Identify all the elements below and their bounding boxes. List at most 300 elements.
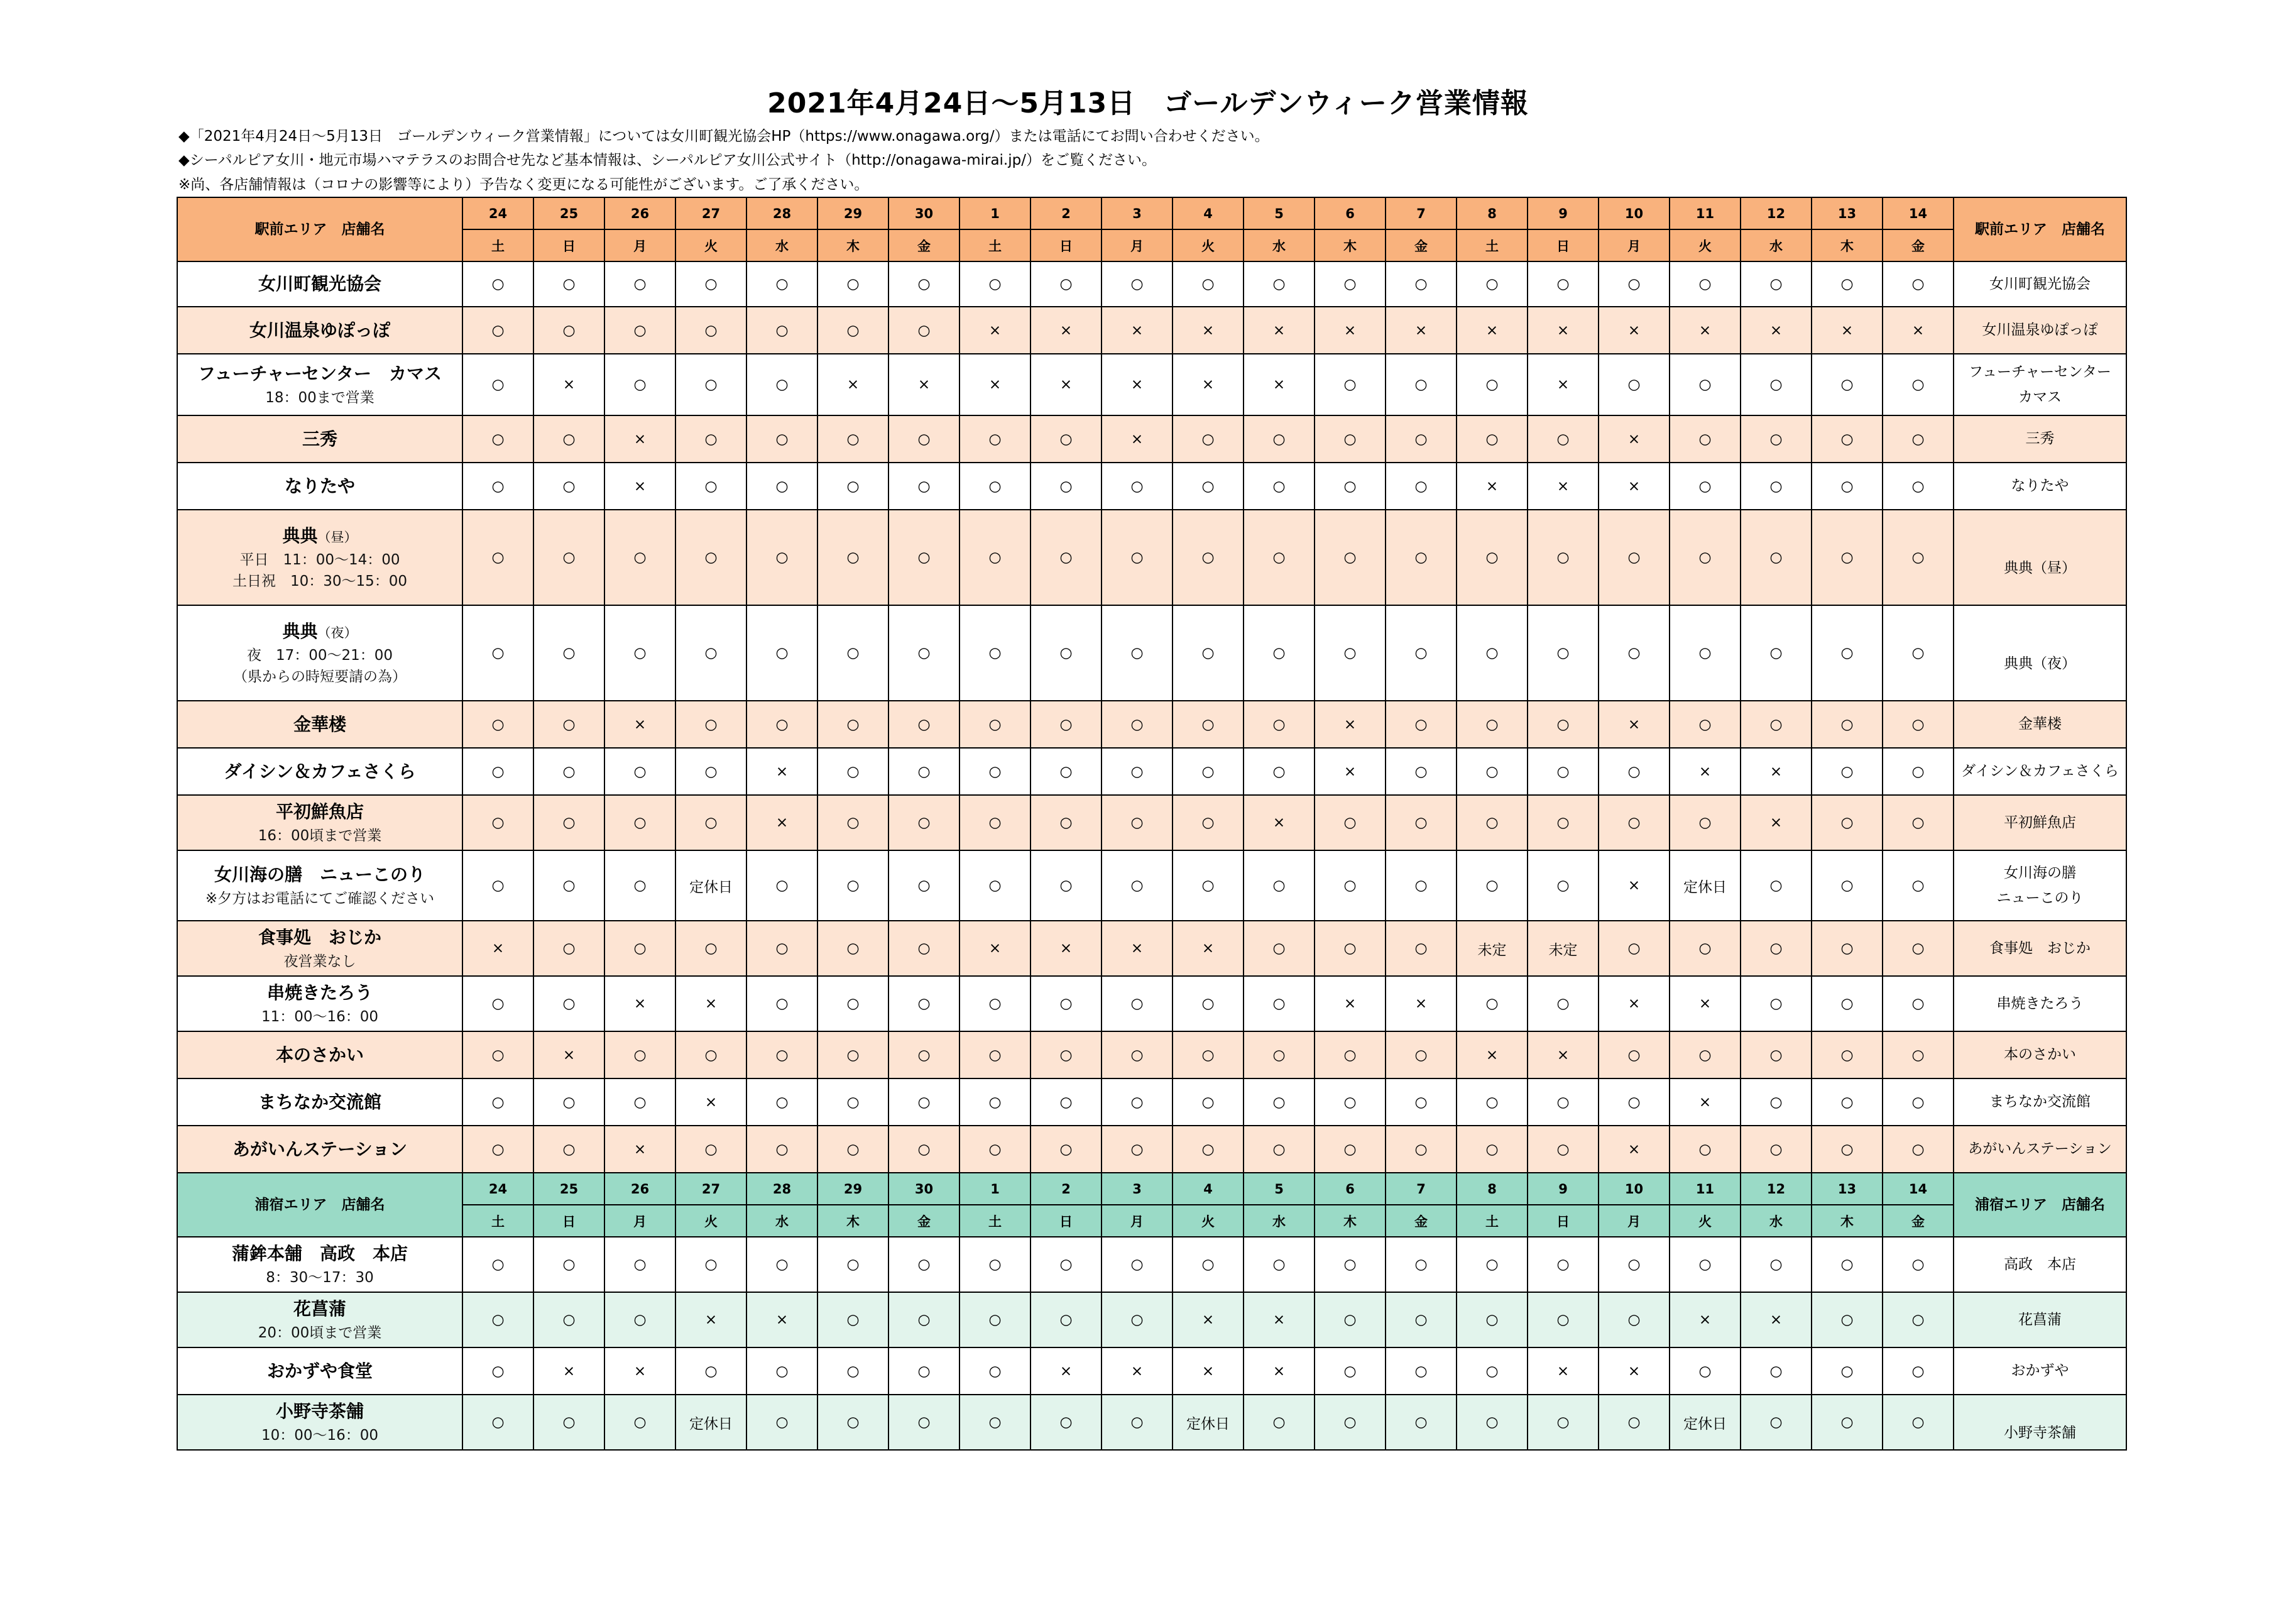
status-cell: ○: [675, 701, 746, 748]
status-cell: ○: [888, 701, 959, 748]
status-cell: ×: [1599, 701, 1670, 748]
shop-name-cell: [177, 850, 462, 921]
status-cell: ○: [675, 1237, 746, 1292]
shop-name-text: 女川町観光協会: [258, 273, 381, 294]
shop-row: [177, 1347, 2126, 1395]
status-cell: ○: [959, 748, 1030, 795]
status-cell: ○: [959, 1031, 1030, 1078]
shop-name-text: 本のさかい: [275, 1044, 364, 1065]
status-cell: ○: [746, 510, 817, 605]
status-cell: ○: [1030, 976, 1102, 1031]
status-cell: ×: [1315, 701, 1386, 748]
status-cell: ○: [888, 1347, 959, 1395]
shop-name-cell: [177, 1126, 462, 1173]
status-cell: ○: [675, 795, 746, 850]
ekimae-header-label-right: 駅前エリア 店舗名: [1954, 197, 2126, 261]
status-cell: ○: [959, 850, 1030, 921]
status-cell: ○: [533, 1292, 604, 1347]
date-cell: 8: [1457, 197, 1528, 229]
status-cell: ×: [1030, 354, 1102, 415]
status-cell: ○: [462, 976, 533, 1031]
shop-name-text: 平初鮮魚店: [275, 801, 364, 822]
status-cell: ×: [1670, 976, 1741, 1031]
weekday-cell: 木: [1812, 229, 1883, 261]
status-cell: ○: [1528, 850, 1599, 921]
status-cell: ○: [746, 850, 817, 921]
status-cell: ○: [1244, 605, 1315, 701]
shop-name-right: [1954, 976, 2126, 1031]
status-cell: ○: [675, 354, 746, 415]
status-cell: ○: [1315, 921, 1386, 976]
shop-row: [177, 1237, 2126, 1292]
status-cell: ○: [533, 795, 604, 850]
shop-name-text: おかずや食堂: [266, 1360, 373, 1381]
shop-row: [177, 463, 2126, 510]
status-cell: ○: [1030, 463, 1102, 510]
status-cell: ○: [675, 261, 746, 307]
status-cell: ○: [1244, 921, 1315, 976]
status-cell: ×: [1386, 976, 1457, 1031]
shop-name-text: あがいんステーション: [232, 1138, 408, 1160]
status-cell: ○: [1599, 748, 1670, 795]
status-cell: ○: [1173, 1078, 1244, 1126]
date-cell: 26: [604, 1173, 675, 1205]
status-cell: ○: [1386, 850, 1457, 921]
urashuku-header-label-right: 浦宿エリア 店舗名: [1954, 1173, 2126, 1237]
status-cell: ○: [888, 463, 959, 510]
shop-row: [177, 748, 2126, 795]
status-cell: ○: [1599, 1237, 1670, 1292]
status-cell: ×: [1244, 1292, 1315, 1347]
date-cell: 9: [1528, 197, 1599, 229]
shop-row: [177, 1126, 2126, 1173]
date-cell: 10: [1599, 197, 1670, 229]
status-cell: ○: [888, 1126, 959, 1173]
date-cell: 27: [675, 1173, 746, 1205]
status-cell: ×: [1386, 307, 1457, 354]
status-cell: ○: [817, 1292, 888, 1347]
status-cell: ○: [1457, 510, 1528, 605]
status-cell: ○: [1741, 1395, 1812, 1450]
status-cell: ○: [1599, 1395, 1670, 1450]
shop-hours-note: 18：00まで営業: [265, 389, 374, 406]
shop-name: [182, 1398, 458, 1425]
status-cell: ○: [746, 261, 817, 307]
date-cell: 28: [746, 1173, 817, 1205]
status-cell: ○: [1670, 354, 1741, 415]
status-cell: ×: [1030, 1347, 1102, 1395]
status-cell: ○: [1741, 605, 1812, 701]
shop-name-cell: [177, 463, 462, 510]
status-cell: ○: [533, 1126, 604, 1173]
shop-name-right: [1954, 354, 2126, 415]
shop-name-right: [1954, 415, 2126, 463]
status-cell: ○: [533, 307, 604, 354]
shop-name-cell: [177, 605, 462, 701]
status-cell: ○: [1670, 1031, 1741, 1078]
status-cell: ○: [746, 1126, 817, 1173]
status-cell: ○: [1386, 1395, 1457, 1450]
shop-name: [182, 1089, 458, 1116]
shop-name-text: 女川温泉ゆぽっぽ: [249, 319, 390, 341]
weekday-cell: 金: [888, 229, 959, 261]
status-cell: ○: [1883, 1347, 1954, 1395]
weekday-cell: 木: [817, 229, 888, 261]
ekimae-header-label: 駅前エリア 店舗名: [177, 197, 462, 261]
weekday-cell: 土: [462, 1205, 533, 1237]
date-cell: 11: [1670, 1173, 1741, 1205]
status-cell: ○: [746, 415, 817, 463]
status-cell: ×: [1315, 976, 1386, 1031]
weekday-cell: 日: [1030, 229, 1102, 261]
status-cell: ○: [1386, 1237, 1457, 1292]
status-cell: ○: [1599, 354, 1670, 415]
status-cell: ○: [1386, 1126, 1457, 1173]
status-cell: ×: [746, 1292, 817, 1347]
status-cell: 定休日: [1670, 850, 1741, 921]
status-cell: ○: [462, 261, 533, 307]
status-cell: ○: [1173, 261, 1244, 307]
status-cell: ○: [959, 976, 1030, 1031]
status-cell: ○: [675, 921, 746, 976]
shop-hours-note: 土日祝 10：30～15：00: [232, 573, 408, 590]
status-cell: ○: [1244, 748, 1315, 795]
status-cell: ○: [1102, 1292, 1173, 1347]
status-cell: ○: [1315, 510, 1386, 605]
status-cell: ○: [1102, 976, 1173, 1031]
status-cell: ×: [533, 1347, 604, 1395]
note-contact: ◆「2021年4月24日～5月13日 ゴールデンウィーク営業情報」については女川町観光協会HP（https://www.onagawa.org/）または電話にてお問い合わせください。: [178, 128, 1269, 145]
status-cell: ×: [959, 354, 1030, 415]
status-cell: ○: [1599, 510, 1670, 605]
shop-name-text: なりたや: [284, 475, 355, 497]
status-cell: ×: [1599, 1347, 1670, 1395]
status-cell: ○: [1457, 1078, 1528, 1126]
urashuku-header-dates: [177, 1173, 2126, 1205]
status-cell: ○: [746, 1237, 817, 1292]
status-cell: ×: [1030, 921, 1102, 976]
status-cell: ○: [1812, 605, 1883, 701]
status-cell: ○: [1812, 1237, 1883, 1292]
status-cell: ○: [1386, 1031, 1457, 1078]
shop-name-right: [1954, 1395, 2126, 1450]
shop-name-right-line: ダイシン＆カフェさくら: [1961, 763, 2119, 780]
status-cell: ○: [1244, 463, 1315, 510]
shop-name-right-line: 串焼きたろう: [1996, 995, 2084, 1012]
status-cell: ○: [1457, 795, 1528, 850]
shop-name-cell: [177, 1292, 462, 1347]
status-cell: ×: [1528, 354, 1599, 415]
status-cell: ○: [1670, 795, 1741, 850]
shop-name: [182, 271, 458, 297]
shop-name-text: 金華楼: [293, 713, 346, 735]
status-cell: ○: [746, 1031, 817, 1078]
status-cell: ○: [746, 1395, 817, 1450]
status-cell: ○: [959, 795, 1030, 850]
status-cell: ○: [1030, 795, 1102, 850]
status-cell: ○: [1315, 1292, 1386, 1347]
status-cell: ×: [1102, 1347, 1173, 1395]
status-cell: ○: [1812, 415, 1883, 463]
status-cell: ○: [817, 1078, 888, 1126]
status-cell: ○: [1528, 976, 1599, 1031]
status-cell: ○: [604, 1395, 675, 1450]
ekimae-header-dates: [177, 197, 2126, 229]
shop-name: [182, 523, 458, 549]
shop-row: [177, 976, 2126, 1031]
shop-hours-note: 平日 11：00～14：00: [239, 551, 400, 568]
weekday-cell: 木: [1812, 1205, 1883, 1237]
date-cell: 24: [462, 197, 533, 229]
status-cell: ○: [1173, 415, 1244, 463]
status-cell: ○: [1315, 463, 1386, 510]
shop-row: [177, 307, 2126, 354]
shop-name-right-line: 本のさかい: [2004, 1046, 2076, 1063]
status-cell: ○: [1812, 795, 1883, 850]
status-cell: ×: [1173, 921, 1244, 976]
shop-name-right: [1954, 1237, 2126, 1292]
shop-name: [182, 1042, 458, 1068]
shop-name-cell: [177, 510, 462, 605]
status-cell: ○: [1386, 605, 1457, 701]
date-cell: 29: [817, 197, 888, 229]
date-cell: 2: [1030, 197, 1102, 229]
status-cell: ○: [533, 1237, 604, 1292]
status-cell: ○: [1030, 748, 1102, 795]
urashuku-header-weekdays: [177, 1205, 2126, 1237]
weekday-cell: 土: [1457, 1205, 1528, 1237]
status-cell: ○: [746, 463, 817, 510]
status-cell: ○: [817, 850, 888, 921]
shop-name-cell: [177, 1395, 462, 1450]
status-cell: ×: [604, 701, 675, 748]
status-cell: ○: [1883, 1237, 1954, 1292]
shop-row: [177, 261, 2126, 307]
status-cell: ○: [675, 307, 746, 354]
status-cell: ○: [1244, 1237, 1315, 1292]
status-cell: ○: [817, 307, 888, 354]
status-cell: ○: [604, 307, 675, 354]
shop-name-right: [1954, 1347, 2126, 1395]
status-cell: ×: [959, 307, 1030, 354]
date-cell: 30: [888, 197, 959, 229]
status-cell: ○: [462, 307, 533, 354]
status-cell: ○: [462, 510, 533, 605]
status-cell: ×: [462, 921, 533, 976]
status-cell: ○: [1386, 510, 1457, 605]
date-cell: 27: [675, 197, 746, 229]
page-title: 2021年4月24日～5月13日 ゴールデンウィーク営業情報: [767, 87, 1529, 119]
status-cell: ○: [533, 850, 604, 921]
status-cell: ×: [1599, 307, 1670, 354]
weekday-cell: 月: [1102, 229, 1173, 261]
status-cell: 未定: [1528, 921, 1599, 976]
status-cell: ○: [1244, 1078, 1315, 1126]
shop-name-right: [1954, 701, 2126, 748]
status-cell: ×: [1030, 307, 1102, 354]
status-cell: ○: [1741, 1078, 1812, 1126]
status-cell: ○: [746, 701, 817, 748]
weekday-cell: 火: [1670, 229, 1741, 261]
shop-name-suffix: （昼）: [317, 529, 358, 545]
status-cell: ○: [746, 976, 817, 1031]
status-cell: ○: [1386, 415, 1457, 463]
weekday-cell: 土: [1457, 229, 1528, 261]
shop-hours-note: 夜 17：00～21：00: [246, 647, 393, 664]
status-cell: ○: [746, 354, 817, 415]
status-cell: ×: [604, 1126, 675, 1173]
status-cell: ○: [1670, 701, 1741, 748]
status-cell: ○: [1528, 605, 1599, 701]
status-cell: ○: [1102, 748, 1173, 795]
status-cell: ○: [1173, 463, 1244, 510]
status-cell: ○: [462, 1126, 533, 1173]
shop-name-right-line: なりたや: [2011, 478, 2069, 495]
shop-row: [177, 701, 2126, 748]
status-cell: ○: [1670, 605, 1741, 701]
weekday-cell: 金: [1386, 229, 1457, 261]
shop-name-cell: [177, 307, 462, 354]
status-cell: ×: [1599, 1126, 1670, 1173]
status-cell: ○: [1599, 921, 1670, 976]
status-cell: 定休日: [1670, 1395, 1741, 1450]
status-cell: ○: [462, 1237, 533, 1292]
shop-hours-note: （県からの時短要請の為）: [233, 669, 407, 685]
status-cell: ○: [533, 261, 604, 307]
status-cell: ○: [1315, 605, 1386, 701]
date-cell: 9: [1528, 1173, 1599, 1205]
shop-name-right-line: 高政 本店: [2004, 1256, 2076, 1273]
status-cell: ×: [533, 1031, 604, 1078]
status-cell: ○: [1883, 463, 1954, 510]
shop-name: [182, 361, 458, 387]
shop-name-right: [1954, 795, 2126, 850]
shop-name-text: 女川海の膳 ニューこのり: [214, 864, 425, 885]
status-cell: ×: [1528, 1347, 1599, 1395]
status-cell: ○: [1030, 850, 1102, 921]
shop-name-text: 小野寺茶舗: [275, 1400, 364, 1422]
date-cell: 10: [1599, 1173, 1670, 1205]
date-cell: 3: [1102, 1173, 1173, 1205]
status-cell: ×: [1741, 795, 1812, 850]
date-cell: 26: [604, 197, 675, 229]
shop-name-text: 花菖蒲: [293, 1298, 346, 1319]
status-cell: ○: [1315, 1126, 1386, 1173]
status-cell: ×: [675, 1078, 746, 1126]
date-cell: 6: [1315, 1173, 1386, 1205]
shop-name-right-line: フューチャーセンター: [1969, 363, 2111, 380]
status-cell: ○: [959, 261, 1030, 307]
shop-name-cell: [177, 976, 462, 1031]
status-cell: ○: [1528, 795, 1599, 850]
shop-name: [182, 426, 458, 453]
status-cell: ×: [604, 976, 675, 1031]
shop-name-right: [1954, 307, 2126, 354]
status-cell: ×: [1457, 1031, 1528, 1078]
status-cell: ○: [1670, 261, 1741, 307]
status-cell: ○: [1315, 354, 1386, 415]
status-cell: ○: [1741, 1237, 1812, 1292]
shop-name-right-line: 金華楼: [2018, 716, 2062, 733]
weekday-cell: 日: [533, 1205, 604, 1237]
status-cell: ○: [1386, 1347, 1457, 1395]
status-cell: ○: [1102, 261, 1173, 307]
status-cell: ○: [1173, 510, 1244, 605]
status-cell: ○: [959, 1126, 1030, 1173]
shop-name-text: 典典: [282, 525, 318, 546]
shop-row: [177, 1395, 2126, 1450]
status-cell: ○: [1528, 1292, 1599, 1347]
status-cell: ○: [888, 1078, 959, 1126]
shop-name: [182, 473, 458, 500]
status-cell: ○: [1102, 701, 1173, 748]
status-cell: ○: [817, 463, 888, 510]
status-cell: ○: [675, 748, 746, 795]
status-cell: ○: [1315, 1395, 1386, 1450]
shop-name-right-line: 典典（夜）: [2004, 655, 2076, 672]
status-cell: ×: [1812, 307, 1883, 354]
status-cell: ○: [1173, 1237, 1244, 1292]
status-cell: ×: [959, 921, 1030, 976]
shop-name-cell: [177, 748, 462, 795]
shop-name-right: [1954, 1078, 2126, 1126]
shop-name-right-line: 花菖蒲: [2018, 1311, 2062, 1328]
status-cell: ○: [462, 354, 533, 415]
shop-name-right: [1954, 850, 2126, 921]
status-cell: ×: [1741, 1292, 1812, 1347]
status-cell: ○: [1030, 510, 1102, 605]
shop-hours-note: 20：00頃まで営業: [258, 1324, 382, 1341]
status-cell: ○: [462, 850, 533, 921]
status-cell: ○: [462, 1031, 533, 1078]
status-cell: ○: [1670, 1347, 1741, 1395]
shop-name-right: [1954, 261, 2126, 307]
status-cell: ○: [1812, 976, 1883, 1031]
weekday-cell: 火: [675, 229, 746, 261]
status-cell: ○: [1315, 1031, 1386, 1078]
status-cell: ○: [817, 415, 888, 463]
status-cell: ○: [533, 605, 604, 701]
weekday-cell: 火: [675, 1205, 746, 1237]
shop-hours-note: 16：00頃まで営業: [258, 827, 382, 844]
status-cell: ○: [1812, 354, 1883, 415]
shop-name-suffix: （夜）: [317, 625, 358, 640]
date-cell: 13: [1812, 1173, 1883, 1205]
shop-name-cell: [177, 795, 462, 850]
status-cell: ○: [888, 415, 959, 463]
status-cell: ○: [888, 510, 959, 605]
weekday-cell: 月: [604, 1205, 675, 1237]
status-cell: ○: [604, 1031, 675, 1078]
date-cell: 11: [1670, 197, 1741, 229]
status-cell: ○: [1457, 1237, 1528, 1292]
status-cell: ○: [462, 1078, 533, 1126]
shop-name-right: [1954, 748, 2126, 795]
status-cell: ○: [1457, 1347, 1528, 1395]
status-cell: ○: [1528, 748, 1599, 795]
status-cell: ○: [888, 850, 959, 921]
status-cell: ○: [1173, 795, 1244, 850]
weekday-cell: 月: [1599, 1205, 1670, 1237]
status-cell: ○: [1102, 850, 1173, 921]
shop-name-right: [1954, 1126, 2126, 1173]
status-cell: ○: [604, 1078, 675, 1126]
status-cell: ○: [1030, 1078, 1102, 1126]
status-cell: ×: [1102, 921, 1173, 976]
status-cell: ○: [1244, 510, 1315, 605]
status-cell: ○: [1883, 748, 1954, 795]
status-cell: ×: [1244, 307, 1315, 354]
